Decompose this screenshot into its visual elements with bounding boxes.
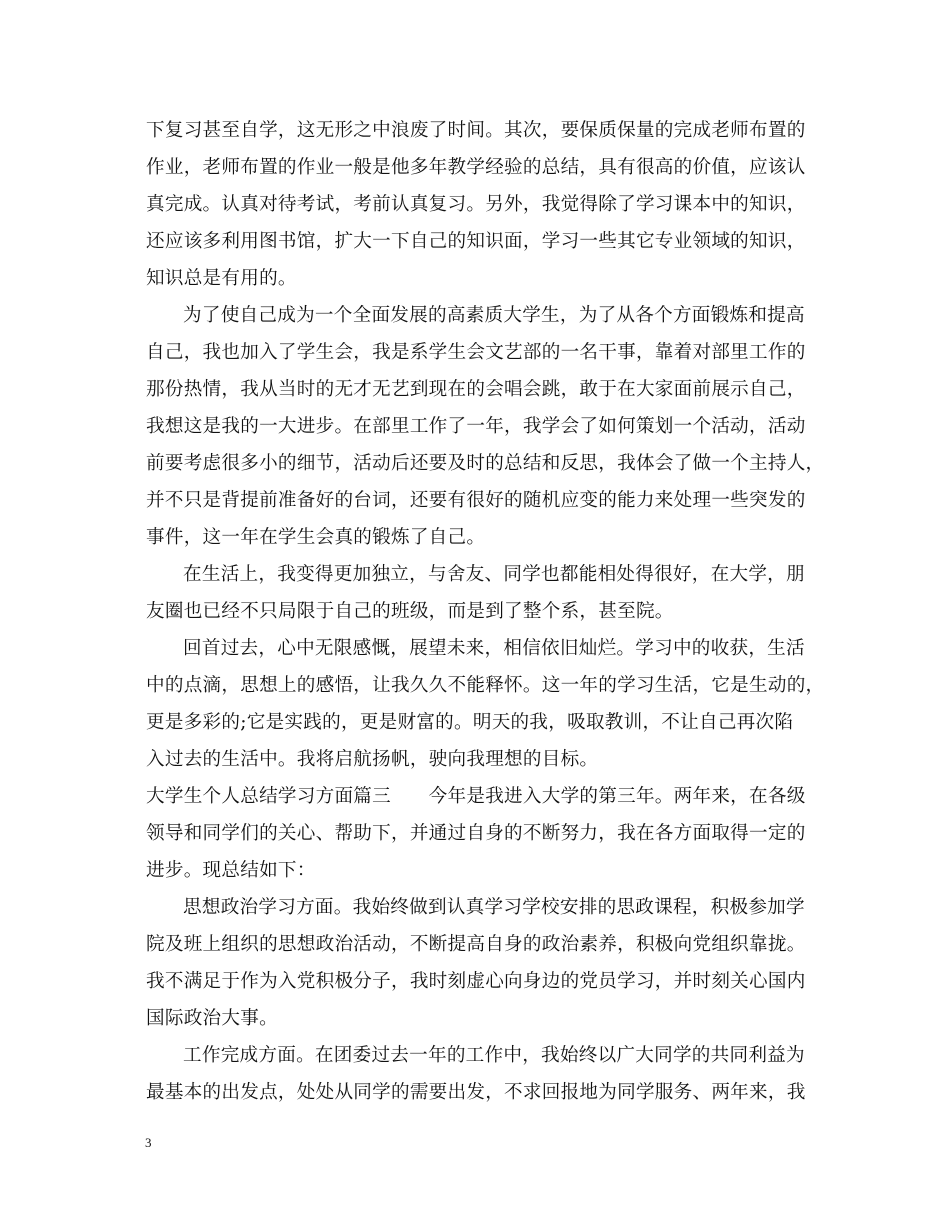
text-line: 更是多彩的;它是实践的，更是财富的。明天的我，吸取教训，不让自己再次陷 [146, 712, 794, 733]
text-line: 进步。现总结如下： [146, 860, 316, 881]
paragraph-start-line: 工作完成方面。在团委过去一年的工作中，我始终以广大同学的共同利益为 [183, 1045, 805, 1066]
paragraph-start-line: 回首过去，心中无限感慨，展望未来，相信依旧灿烂。学习中的收获，生活 [183, 638, 805, 659]
text-line: 并不只是背提前准备好的台词，还要有很好的随机应变的能力来处理一些突发的 [146, 490, 806, 511]
text-line: 入过去的生活中。我将启航扬帆，驶向我理想的目标。 [146, 749, 599, 770]
page-number: 3 [145, 1135, 152, 1150]
text-line: 还应该多利用图书馆，扩大一下自己的知识面，学习一些其它专业领域的知识， [146, 231, 806, 252]
text-line: 我想这是我的一大进步。在部里工作了一年，我学会了如何策划一个活动，活动 [146, 416, 806, 437]
section-heading-line: 大学生个人总结学习方面篇三 今年是我进入大学的第三年。两年来，在各级 [146, 786, 806, 807]
text-line: 那份热情，我从当时的无才无艺到现在的会唱会跳，敢于在大家面前展示自己， [146, 379, 806, 400]
paragraph-start-line: 为了使自己成为一个全面发展的高素质大学生，为了从各个方面锻炼和提高 [183, 305, 805, 326]
text-line: 中的点滴，思想上的感悟，让我久久不能释怀。这一年的学习生活，它是生动的， [146, 675, 825, 696]
text-line: 我不满足于作为入党积极分子，我时刻虚心向身边的党员学习，并时刻关心国内 [146, 971, 806, 992]
text-line: 真完成。认真对待考试，考前认真复习。另外，我觉得除了学习课本中的知识， [146, 194, 806, 215]
text-line: 事件，这一年在学生会真的锻炼了自己。 [146, 527, 486, 548]
text-line: 国际政治大事。 [146, 1008, 278, 1029]
text-line: 领导和同学们的关心、帮助下，并通过自身的不断努力，我在各方面取得一定的 [146, 823, 806, 844]
text-line: 知识总是有用的。 [146, 268, 297, 289]
paragraph-start-line: 思想政治学习方面。我始终做到认真学习学校安排的思政课程，积极参加学 [183, 897, 805, 918]
text-line: 下复习甚至自学，这无形之中浪废了时间。其次，要保质保量的完成老师布置的 [146, 120, 806, 141]
text-line: 作业，老师布置的作业一般是他多年教学经验的总结，具有很高的价值，应该认 [146, 157, 806, 178]
text-line: 自己，我也加入了学生会，我是系学生会文艺部的一名干事，靠着对部里工作的 [146, 342, 806, 363]
text-line: 最基本的出发点，处处从同学的需要出发，不求回报地为同学服务、两年来，我 [146, 1082, 806, 1103]
text-line: 前要考虑很多小的细节，活动后还要及时的总结和反思，我体会了做一个主持人， [146, 453, 825, 474]
text-line: 友圈也已经不只局限于自己的班级，而是到了整个系，甚至院。 [146, 601, 674, 622]
paragraph-start-line: 在生活上，我变得更加独立，与舍友、同学也都能相处得很好，在大学，朋 [183, 564, 805, 585]
text-line: 院及班上组织的思想政治活动，不断提高自身的政治素养，积极向党组织靠拢。 [146, 934, 806, 955]
